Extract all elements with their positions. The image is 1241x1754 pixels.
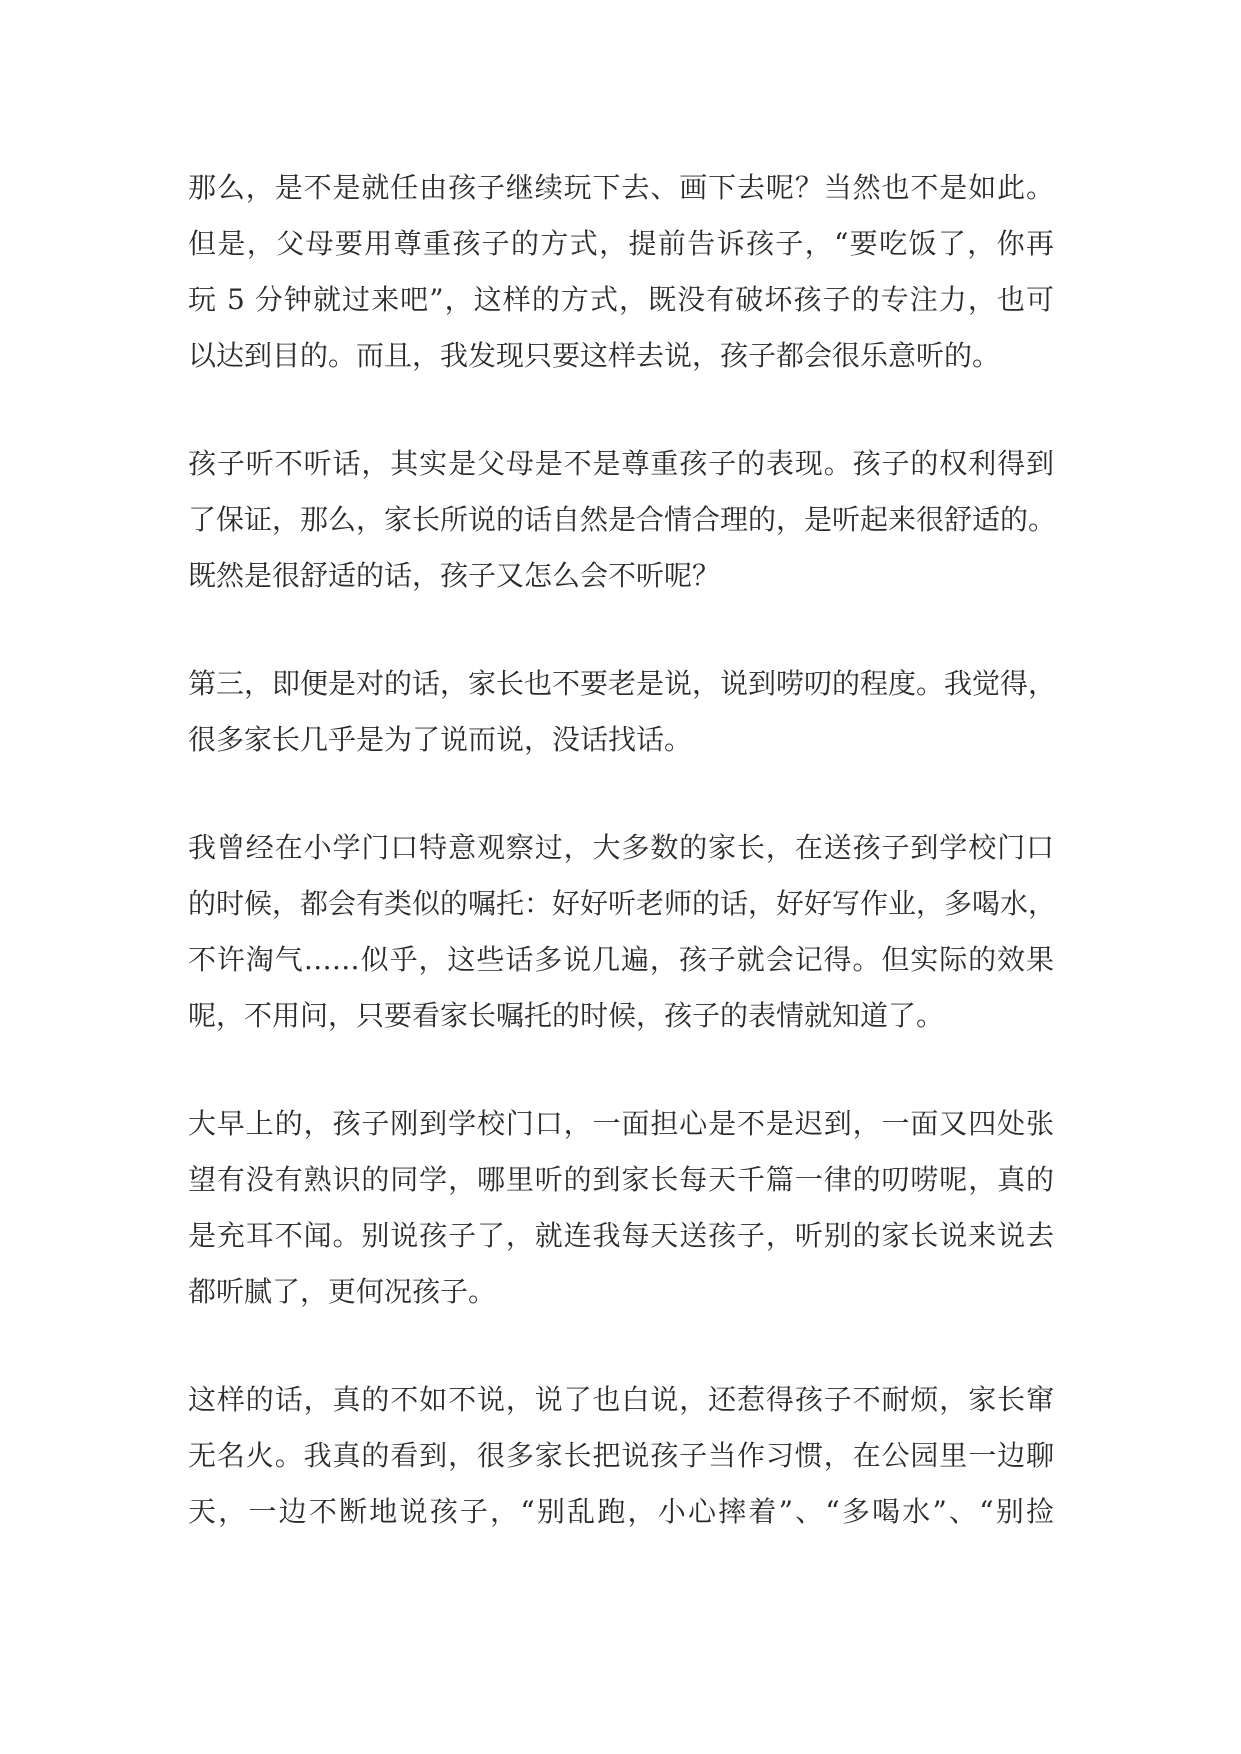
paragraph-4 (188, 820, 1057, 1044)
text-line: 天，一边不断地说孩子，“别乱跑，小心摔着”、“多喝水”、“别捡 (188, 1495, 1054, 1528)
text-line: 那么，是不是就任由孩子继续玩下去、画下去呢？当然也不是如此。 (188, 171, 1054, 204)
text-line: 既然是很舒适的话，孩子又怎么会不听呢？ (188, 559, 721, 592)
text-line: 望有没有熟识的同学，哪里听的到家长每天千篇一律的叨唠呢，真的 (188, 1163, 1054, 1196)
text-line: 无名火。我真的看到，很多家长把说孩子当作习惯，在公园里一边聊 (188, 1439, 1054, 1472)
text-line: 这样的话，真的不如不说，说了也白说，还惹得孩子不耐烦，家长窜 (188, 1383, 1054, 1416)
text-line: 大早上的，孩子刚到学校门口，一面担心是不是迟到，一面又四处张 (188, 1107, 1054, 1140)
text-line: 呢，不用问，只要看家长嘱托的时候，孩子的表情就知道了。 (188, 999, 945, 1032)
text-line: 第三，即便是对的话，家长也不要老是说，说到唠叨的程度。我觉得， (188, 667, 1057, 700)
text-line: 了保证，那么，家长所说的话自然是合情合理的，是听起来很舒适的。 (188, 503, 1057, 536)
text-line: 很多家长几乎是为了说而说，没话找话。 (188, 723, 693, 756)
text-line: 但是，父母要用尊重孩子的方式，提前告诉孩子，“要吃饭了，你再 (188, 227, 1054, 260)
text-line: 的时候，都会有类似的嘱托：好好听老师的话，好好写作业，多喝水， (188, 887, 1057, 920)
document-body (188, 160, 1057, 1592)
text-line: 玩 5 分钟就过来吧”，这样的方式，既没有破坏孩子的专注力，也可 (188, 283, 1054, 316)
paragraph-6 (188, 1372, 1054, 1540)
text-line: 都听腻了，更何况孩子。 (188, 1275, 497, 1308)
paragraph-3 (188, 656, 1057, 768)
text-line: 是充耳不闻。别说孩子了，就连我每天送孩子，听别的家长说来说去 (188, 1219, 1054, 1252)
text-line: 我曾经在小学门口特意观察过，大多数的家长，在送孩子到学校门口 (188, 831, 1054, 864)
paragraph-2 (188, 436, 1057, 604)
paragraph-5 (188, 1096, 1054, 1320)
text-line: 孩子听不听话，其实是父母是不是尊重孩子的表现。孩子的权利得到 (188, 447, 1054, 480)
paragraph-1 (188, 160, 1054, 384)
text-line: 以达到目的。而且，我发现只要这样去说，孩子都会很乐意听的。 (188, 339, 1001, 372)
text-line: 不许淘气……似乎，这些话多说几遍，孩子就会记得。但实际的效果 (188, 943, 1054, 976)
